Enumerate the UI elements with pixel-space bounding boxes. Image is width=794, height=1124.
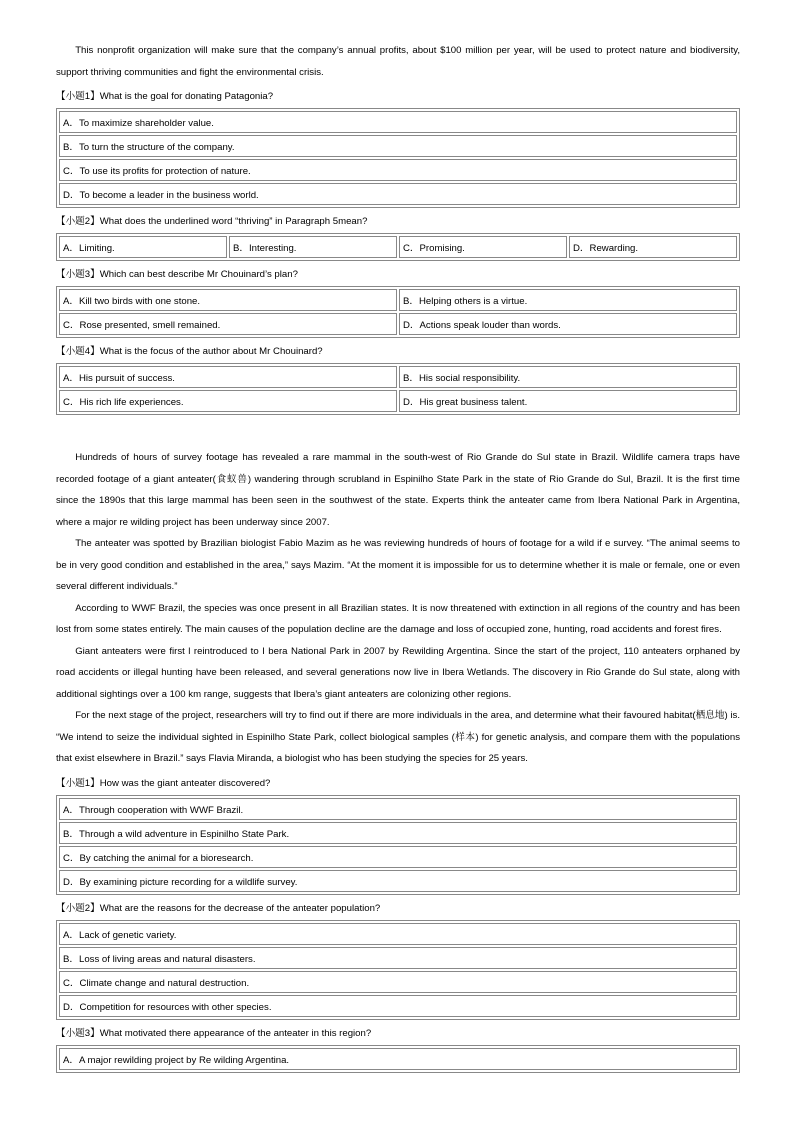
option-d[interactable]: D．Actions speak louder than words.: [399, 313, 737, 335]
option-c[interactable]: C．Climate change and natural destruction.: [59, 971, 737, 993]
option-a[interactable]: A．Limiting.: [59, 236, 227, 258]
option-a[interactable]: A．A major rewilding project by Re wilding Argentina.: [59, 1048, 737, 1070]
option-d[interactable]: D．Competition for resources with other species.: [59, 995, 737, 1017]
options-table: [56, 286, 740, 338]
question-label: 【小题2】What are the reasons for the decrease of the anteater population?: [56, 902, 381, 914]
question-label: 【小题4】What is the focus of the author about Mr Chouinard?: [56, 346, 323, 357]
option-a[interactable]: A．Through cooperation with WWF Brazil.: [59, 798, 737, 820]
question-label: 【小题1】How was the giant anteater discovered?: [56, 777, 271, 789]
option-c[interactable]: C．Rose presented, smell remained.: [59, 313, 397, 335]
options-table: [56, 795, 740, 895]
options-table: [56, 233, 740, 261]
option-b[interactable]: B．Helping others is a virtue.: [399, 289, 737, 311]
option-a[interactable]: A．To maximize shareholder value.: [59, 111, 737, 133]
option-a[interactable]: A．His pursuit of success.: [59, 366, 397, 388]
options-table: [56, 1045, 740, 1073]
option-d[interactable]: D．To become a leader in the business world.: [59, 183, 737, 205]
option-b[interactable]: B．Loss of living areas and natural disasters.: [59, 947, 737, 969]
options-table: [56, 920, 740, 1020]
question-label: 【小题2】What does the underlined word “thriving” in Paragraph 5mean?: [56, 216, 368, 227]
options-table: [56, 108, 740, 208]
passage2-paragraph: Giant anteaters were first l reintroduced to I bera National Park in 2007 by Rewilding Argentina. Since the start of the project, 110 anteaters orphaned by road accidents or illegal hunting have been released, and several generations now live in Ibera Wetlands. The discovery in Rio Grande do Sul state, along with additional sightings over a 100 km range, suggests that Ibera’s giant anteaters are colonizing other regions.: [56, 645, 740, 700]
option-a[interactable]: A．Lack of genetic variety.: [59, 923, 737, 945]
passage2-paragraph: According to WWF Brazil, the species was once present in all Brazilian states. It is now threatened with extinction in all regions of the country and has been lost from some states entirely. The main causes of the population decline are the damage and loss of occupied zone, hunting, road accidents and forest fires.: [56, 602, 740, 635]
option-a[interactable]: A．Kill two birds with one stone.: [59, 289, 397, 311]
option-d[interactable]: D．By examining picture recording for a wildlife survey.: [59, 870, 737, 892]
section-gap: [56, 415, 740, 447]
option-b[interactable]: B．Through a wild adventure in Espinilho State Park.: [59, 822, 737, 844]
option-c[interactable]: C．His rich life experiences.: [59, 390, 397, 412]
worksheet-page: [56, 40, 740, 1073]
option-d[interactable]: D．His great business talent.: [399, 390, 737, 412]
question-label: 【小题3】What motivated there appearance of the anteater in this region?: [56, 1027, 372, 1039]
option-b[interactable]: B．Interesting.: [229, 236, 397, 258]
option-d[interactable]: D．Rewarding.: [569, 236, 737, 258]
option-b[interactable]: B．To turn the structure of the company.: [59, 135, 737, 157]
passage2-paragraph: For the next stage of the project, researchers will try to find out if there are more individuals in the area, and determine what their favoured habitat(栖息地) is. “We intend to seize the individual sighted in Espinilho State Park, collect biological samples (样本) for genetic analysis, and compare them with the populations that exist elsewhere in Brazil.” says Flavia Miranda, a biologist who has been studying the species for 25 years.: [56, 710, 740, 764]
question-label: 【小题1】What is the goal for donating Patagonia?: [56, 91, 274, 102]
option-c[interactable]: C．Promising.: [399, 236, 567, 258]
question-label: 【小题3】Which can best describe Mr Chouinard’s plan?: [56, 269, 298, 280]
passage1-intro: This nonprofit organization will make sure that the company’s annual profits, about $100 million per year, will be used to protect nature and biodiversity, support thriving communities and fight the environmental crisis.: [56, 45, 740, 78]
option-b[interactable]: B．His social responsibility.: [399, 366, 737, 388]
passage2-paragraph: Hundreds of hours of survey footage has revealed a rare mammal in the south-west of Rio Grande do Sul state in Brazil. Wildlife camera traps have recorded footage of a giant anteater(食蚁兽) wandering through scrubland in Espinilho State Park in the state of Rio Grande do Sul, Brazil. It is the first time since the 1890s that this large mammal has been seen in the southwest of the state. Experts think the anteater came from Ibera National Park in Argentina, where a major re wilding project has been underway since 2007.: [56, 452, 740, 528]
options-table: [56, 363, 740, 415]
passage2-paragraph: The anteater was spotted by Brazilian biologist Fabio Mazim as he was reviewing hundreds of hours of footage for a wild if e survey. “The animal seems to be in very good condition and established in the area,” says Mazim. “At the moment it is impossible for us to determine whether it is male or female, one or even several different individuals.”: [56, 538, 740, 592]
option-c[interactable]: C．By catching the animal for a bioresearch.: [59, 846, 737, 868]
option-c[interactable]: C．To use its profits for protection of nature.: [59, 159, 737, 181]
